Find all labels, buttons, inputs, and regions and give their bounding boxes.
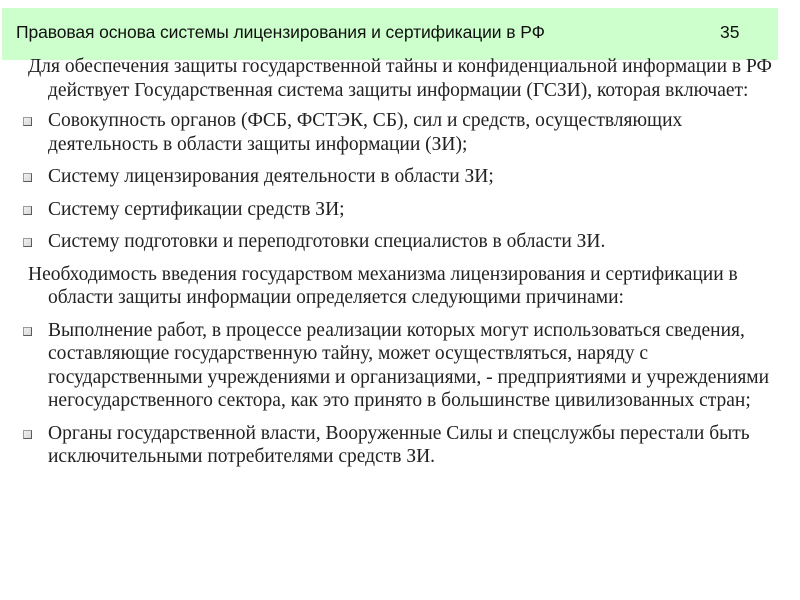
reasons-paragraph: Необходимость введения государством механизма лицензирования и сертификации в области защиты информации определяется следующими причинами: xyxy=(28,263,738,308)
slide-content xyxy=(0,55,800,469)
slide-title: Правовая основа системы лицензирования и сертификации в РФ xyxy=(16,22,545,42)
list-item-text: Органы государственной власти, Вооруженные Силы и спецслужбы перестали быть исключительными потребителями средств ЗИ. xyxy=(48,422,750,467)
list-item xyxy=(48,198,774,222)
page-number: 35 xyxy=(720,22,740,42)
list-item xyxy=(48,165,774,189)
list-item-text: Систему лицензирования деятельности в области ЗИ; xyxy=(48,166,494,187)
square-bullet-icon xyxy=(23,206,32,215)
list-item-text: Систему сертификации средств ЗИ; xyxy=(48,198,345,220)
list-item xyxy=(48,109,774,156)
list-item-text: Совокупность органов (ФСБ, ФСТЭК, СБ), сил и средств, осуществляющих деятельность в области защиты информации (ЗИ); xyxy=(48,110,683,155)
square-bullet-icon xyxy=(23,117,32,126)
square-bullet-icon xyxy=(23,430,32,439)
list-item xyxy=(48,319,774,413)
square-bullet-icon xyxy=(23,238,32,247)
list-item xyxy=(48,230,774,254)
list-item-text: Систему подготовки и переподготовки специалистов в области ЗИ. xyxy=(48,231,606,252)
intro-paragraph: Для обеспечения защиты государственной тайны и конфиденциальной информации в РФ действует Государственная система защиты информации (ГСЗИ), которая включает: xyxy=(28,56,772,101)
square-bullet-icon xyxy=(23,173,32,182)
list-item-text: Выполнение работ, в процессе реализации которых могут использоваться сведения, составляющие государственную тайну, может осуществляться, наряду с государственными учреждениями и организациями, - предприятиями и учреждениями негосударственного сектора, как это принято в большинстве цивилизованных стран; xyxy=(48,319,770,411)
list-item xyxy=(48,422,774,469)
slide-header xyxy=(2,8,778,60)
square-bullet-icon xyxy=(23,327,32,336)
